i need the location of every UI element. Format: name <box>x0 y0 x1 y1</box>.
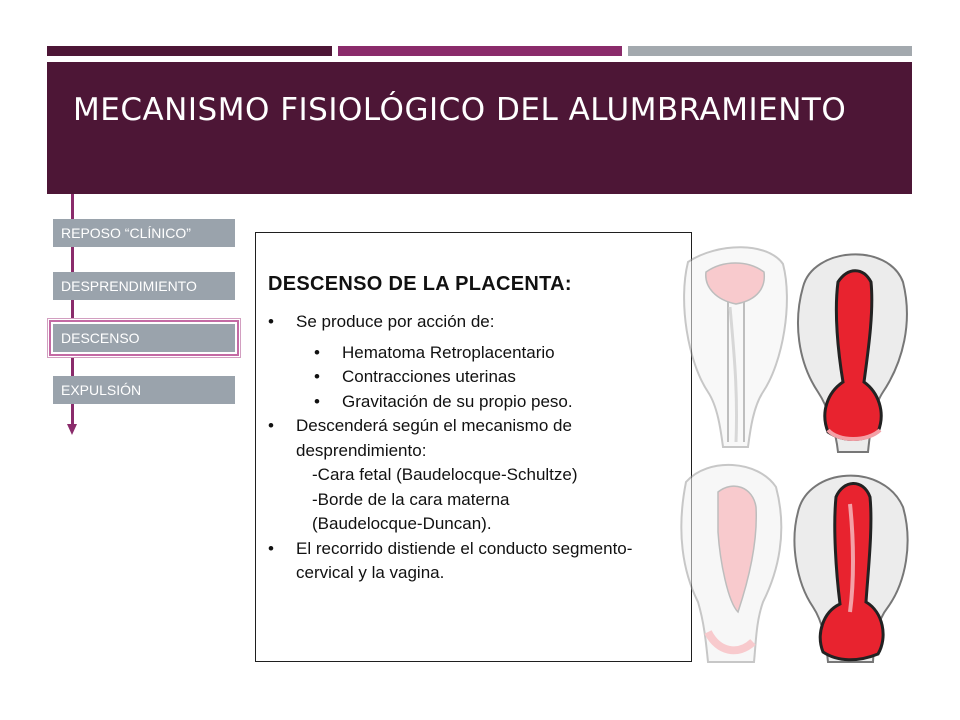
bullet-cause: • Hematoma Retroplacentario <box>268 341 681 366</box>
bullet-cause: • Gravitación de su propio peso. <box>268 390 681 415</box>
uterus-diagram-2 <box>798 254 907 452</box>
nav-item-desprendimiento[interactable]: DESPRENDIMIENTO <box>53 272 235 300</box>
top-bar-dark <box>47 46 332 56</box>
mechanism-option: (Baudelocque-Duncan). <box>312 514 492 533</box>
bullet-cause: • Contracciones uterinas <box>268 365 681 390</box>
nav-item-reposo[interactable]: REPOSO “CLÍNICO” <box>53 219 235 247</box>
content-heading: DESCENSO DE LA PLACENTA: <box>268 273 572 295</box>
nav-item-descenso[interactable]: DESCENSO <box>53 324 235 352</box>
bullet-intro: • Se produce por acción de: <box>268 310 681 335</box>
top-bar-magenta <box>338 46 622 56</box>
uterus-diagram-1 <box>684 247 787 447</box>
bullet-mechanism: • Descenderá según el mecanismo de desprendimiento: <box>268 414 681 463</box>
mechanism-option: -Cara fetal (Baudelocque-Schultze) <box>312 465 578 484</box>
mechanism-option: -Borde de la cara materna <box>312 489 510 509</box>
top-bar-gray <box>628 46 912 56</box>
bullet-list <box>268 310 681 586</box>
uterus-diagram-3 <box>681 465 781 662</box>
placenta-descent-illustration <box>678 242 914 666</box>
nav-item-expulsion[interactable]: EXPULSIÓN <box>53 376 235 404</box>
uterus-diagram-4 <box>794 476 907 662</box>
slide-title: MECANISMO FISIOLÓGICO DEL ALUMBRAMIENTO <box>73 92 847 128</box>
title-band <box>47 62 912 194</box>
content-box <box>255 232 692 662</box>
arrow-down-icon <box>67 424 77 435</box>
bullet-route: • El recorrido distiende el conducto segmento-cervical y la vagina. <box>268 537 681 586</box>
